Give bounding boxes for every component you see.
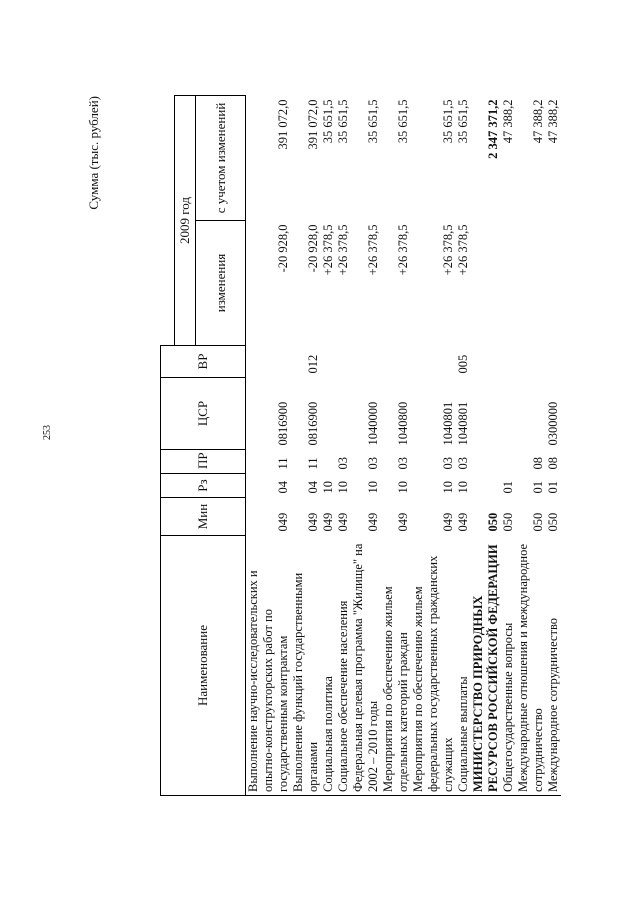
cell-min: 049 xyxy=(366,512,380,532)
col-vr-header: ВР xyxy=(161,346,246,378)
cell-pr xyxy=(501,450,516,474)
cell-change xyxy=(501,221,516,346)
cell-rz: 10 xyxy=(336,481,350,494)
cell-name: Социальные выплаты xyxy=(456,536,471,796)
cell-min: 049 xyxy=(306,512,320,532)
cell-csr: 0300000 xyxy=(546,401,560,446)
cell-rz: 10 xyxy=(366,481,380,494)
col-pr-header: ПР xyxy=(161,450,246,474)
cell-pr: 03 xyxy=(366,457,380,470)
table-row xyxy=(351,96,381,796)
cell-min: 049 xyxy=(336,512,350,532)
cell-change: -20 928,0 xyxy=(276,224,290,273)
table-row xyxy=(336,96,351,796)
cell-csr xyxy=(336,378,351,450)
cell-name: Выполнение научно-исследовательских и опытно-конструкторских работ по государственным контрактам xyxy=(246,536,292,796)
cell-vr: 012 xyxy=(306,354,320,374)
cell-pr: 11 xyxy=(306,457,320,470)
cell-name: Социальная политика xyxy=(321,536,336,796)
cell-change xyxy=(546,221,561,346)
cell-total: 391 072,0 xyxy=(276,99,290,150)
table-row xyxy=(501,96,516,796)
cell-min: 049 xyxy=(456,512,470,532)
cell-change: +26 378,5 xyxy=(366,224,380,276)
cell-csr: 1040800 xyxy=(396,401,410,446)
cell-change: +26 378,5 xyxy=(336,224,350,276)
cell-vr xyxy=(471,346,501,378)
cell-rz: 01 xyxy=(531,481,545,494)
cell-csr xyxy=(471,378,501,450)
cell-csr: 1040000 xyxy=(366,401,380,446)
cell-total: 35 651,5 xyxy=(336,99,350,144)
cell-change xyxy=(471,221,501,346)
cell-change: +26 378,5 xyxy=(441,224,455,276)
cell-pr: 11 xyxy=(276,457,290,470)
cell-pr xyxy=(321,450,336,474)
table-row xyxy=(321,96,336,796)
col-name-header: Наименование xyxy=(161,536,246,796)
cell-csr xyxy=(501,378,516,450)
col-min-header: Мин xyxy=(161,498,246,536)
cell-rz: 10 xyxy=(321,481,335,494)
table-row xyxy=(291,96,321,796)
cell-name: Международное сотрудничество xyxy=(546,536,561,796)
cell-change xyxy=(516,221,546,346)
cell-csr xyxy=(321,378,336,450)
cell-csr: 0816900 xyxy=(306,401,320,446)
cell-pr: 03 xyxy=(441,457,455,470)
cell-total: 35 651,5 xyxy=(441,99,455,144)
cell-vr: 005 xyxy=(456,354,470,374)
cell-pr: 08 xyxy=(546,457,560,470)
cell-vr xyxy=(411,346,456,378)
cell-pr xyxy=(471,450,501,474)
cell-total: 47 388,2 xyxy=(501,99,515,144)
table-row xyxy=(246,96,292,796)
cell-name: Выполнение функций государственными органами xyxy=(291,536,321,796)
table-header xyxy=(161,96,246,796)
cell-name: Мероприятия по обеспечению жильем отдельных категорий граждан xyxy=(381,536,411,796)
cell-rz: 04 xyxy=(276,481,290,494)
cell-vr xyxy=(351,346,381,378)
col-with-changes-header: с учетом изменений xyxy=(196,96,246,221)
cell-rz: 04 xyxy=(306,481,320,494)
table-row xyxy=(516,96,546,796)
table-row xyxy=(456,96,471,796)
cell-pr: 03 xyxy=(396,457,410,470)
cell-name: МИНИСТЕРСТВО ПРИРОДНЫХ РЕСУРСОВ РОССИЙСКОЙ ФЕДЕРАЦИИ xyxy=(471,536,501,796)
cell-min: 050 xyxy=(486,512,500,532)
cell-total: 391 072,0 xyxy=(306,99,320,150)
budget-table-rotated xyxy=(86,96,600,796)
cell-min: 049 xyxy=(396,512,410,532)
cell-csr: 0816900 xyxy=(276,401,290,446)
col-csr-header: ЦСР xyxy=(161,378,246,450)
cell-vr xyxy=(546,346,561,378)
cell-rz: 10 xyxy=(456,481,470,494)
cell-name: Федеральная целевая программа "Жилище" на 2002 – 2010 годы xyxy=(351,536,381,796)
cell-change: -20 928,0 xyxy=(306,224,320,273)
cell-total: 2 347 371,2 xyxy=(486,99,500,159)
cell-min: 049 xyxy=(276,512,290,532)
cell-min: 050 xyxy=(531,512,545,532)
cell-pr: 03 xyxy=(456,457,470,470)
cell-min: 050 xyxy=(501,512,515,532)
cell-rz xyxy=(471,474,501,498)
cell-vr xyxy=(246,346,292,378)
cell-csr: 1040801 xyxy=(441,401,455,446)
cell-rz: 10 xyxy=(441,481,455,494)
col-rz-header: Рз xyxy=(161,474,246,498)
cell-total: 35 651,5 xyxy=(366,99,380,144)
cell-csr: 1040801 xyxy=(456,401,470,446)
cell-name: Международные отношения и международное сотрудничество xyxy=(516,536,546,796)
cell-name: Мероприятия по обеспечению жильем федеральных государственных гражданских служащих xyxy=(411,536,456,796)
budget-table xyxy=(160,95,561,796)
cell-min: 050 xyxy=(546,512,560,532)
year-header: 2009 год xyxy=(175,96,196,346)
table-row xyxy=(471,96,501,796)
cell-vr xyxy=(321,346,336,378)
cell-vr xyxy=(516,346,546,378)
cell-total: 47 388,2 xyxy=(531,99,545,144)
cell-name: Общегосударственные вопросы xyxy=(501,536,516,796)
cell-csr xyxy=(516,378,546,450)
col-changes-header: изменения xyxy=(196,221,246,346)
cell-total: 47 388,2 xyxy=(546,99,560,144)
page-number: 253 xyxy=(42,425,53,440)
table-row xyxy=(546,96,561,796)
cell-total: 35 651,5 xyxy=(396,99,410,144)
cell-rz: 01 xyxy=(546,481,560,494)
cell-pr: 08 xyxy=(531,457,545,470)
cell-name: Социальное обеспечение населения xyxy=(336,536,351,796)
cell-rz: 10 xyxy=(396,481,410,494)
cell-pr: 03 xyxy=(336,457,350,470)
cell-min: 049 xyxy=(441,512,455,532)
cell-vr xyxy=(381,346,411,378)
cell-vr xyxy=(501,346,516,378)
cell-rz: 01 xyxy=(501,481,515,494)
cell-total: 35 651,5 xyxy=(321,99,335,144)
table-body xyxy=(246,96,562,796)
cell-min: 049 xyxy=(321,512,335,532)
cell-change: +26 378,5 xyxy=(456,224,470,276)
unit-label: Сумма (тыс. рублей) xyxy=(86,96,101,210)
table-row xyxy=(411,96,456,796)
table-row xyxy=(381,96,411,796)
cell-change: +26 378,5 xyxy=(396,224,410,276)
cell-vr xyxy=(336,346,351,378)
cell-total: 35 651,5 xyxy=(456,99,470,144)
cell-change: +26 378,5 xyxy=(321,224,335,276)
